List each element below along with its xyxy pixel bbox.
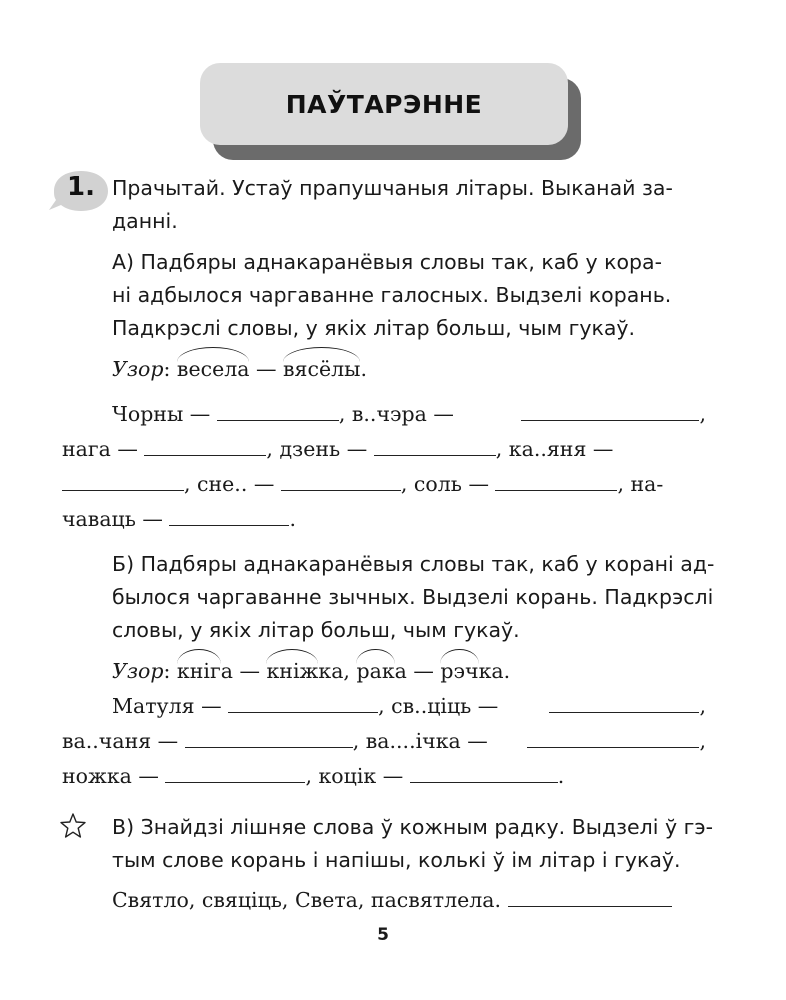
section-a-exercise <box>62 397 706 537</box>
instruction-line: ні адбылося чаргаванне галосных. Выдзелі корань. <box>112 283 672 307</box>
section-c-instruction <box>112 811 712 877</box>
pattern-period: . <box>503 659 511 683</box>
exercise-line <box>62 397 706 432</box>
pattern-word-root: вясёлы <box>283 352 360 387</box>
answer-blank[interactable] <box>521 398 699 421</box>
exercise-word: , дзень — <box>266 437 368 461</box>
exercise-word: нага — <box>62 437 138 461</box>
pattern-word-root: рак <box>356 654 394 689</box>
intro-line: данні. <box>112 209 178 233</box>
pattern-comma: , <box>343 659 357 683</box>
exercise-line <box>62 724 706 759</box>
answer-blank[interactable] <box>169 503 289 526</box>
exercise-word: , св..ціць — <box>378 694 499 718</box>
instruction-line: Б) Падбяры аднакаранёвыя словы так, каб у корані ад- <box>112 552 715 576</box>
exercise-words: Святло, свяціць, Света, пасвятлела. <box>112 888 502 912</box>
answer-blank[interactable] <box>228 690 378 713</box>
exercise-word: Матуля — <box>112 694 222 718</box>
title-box <box>200 63 568 145</box>
exercise-word: , <box>699 694 706 718</box>
answer-blank[interactable] <box>527 725 699 748</box>
exercise-word: ва..чаня — <box>62 729 179 753</box>
pattern-word-ending: ка <box>478 659 504 683</box>
pattern-word-ending: а <box>220 659 233 683</box>
section-a-pattern <box>112 352 367 387</box>
exercise-line <box>62 759 706 794</box>
section-b-pattern <box>112 654 510 689</box>
section-c-exercise <box>112 883 672 918</box>
pattern-label: Узор <box>112 659 164 683</box>
instruction-line: Падкрэслі словы, у якіх літар больш, чым гукаў. <box>112 316 636 340</box>
exercise-word: , <box>699 729 706 753</box>
exercise-word: . <box>557 764 565 788</box>
exercise-word: , сне.. — <box>184 472 275 496</box>
answer-blank[interactable] <box>495 468 617 491</box>
answer-blank[interactable] <box>410 760 558 783</box>
exercise-word: , <box>699 402 706 426</box>
exercise-word: . <box>289 507 296 531</box>
pattern-word-ending: а <box>394 659 407 683</box>
exercise-line <box>62 689 706 724</box>
exercise-word: чаваць — <box>62 507 163 531</box>
page-number: 5 <box>377 925 389 945</box>
pattern-dash: — <box>406 659 441 683</box>
pattern-dash: — <box>249 357 283 381</box>
answer-blank[interactable] <box>185 725 353 748</box>
instruction-line: В) Знайдзі лішняе слова ў кожным радку. Выдзелі ў гэ- <box>112 815 714 839</box>
star-icon <box>58 811 88 841</box>
task-number-badge <box>47 168 107 214</box>
answer-blank[interactable] <box>508 884 672 907</box>
pattern-dash: — <box>232 659 267 683</box>
answer-blank[interactable] <box>374 433 496 456</box>
pattern-word-root: рэч <box>440 654 478 689</box>
answer-blank[interactable] <box>549 690 699 713</box>
exercise-word: , ка..яня — <box>495 437 614 461</box>
pattern-word-root: весела <box>177 352 250 387</box>
exercise-word: , коцік — <box>305 764 404 788</box>
task-number: 1. <box>67 172 95 202</box>
exercise-line <box>62 502 706 537</box>
pattern-colon: : <box>163 357 171 381</box>
exercise-word: ножка — <box>62 764 159 788</box>
pattern-word-root: кніж <box>266 654 318 689</box>
answer-blank[interactable] <box>62 468 184 491</box>
instruction-line: тым слове корань і напішы, колькі ў ім літар і гукаў. <box>112 848 681 872</box>
instruction-line: словы, у якіх літар больш, чым гукаў. <box>112 618 520 642</box>
pattern-word-root: кніг <box>177 654 221 689</box>
intro-line: Прачытай. Устаў прапушчаныя літары. Выканай за- <box>112 176 673 200</box>
exercise-word: , ва....ічка — <box>352 729 488 753</box>
task-intro <box>112 172 698 238</box>
answer-blank[interactable] <box>165 760 305 783</box>
exercise-word: , соль — <box>400 472 489 496</box>
pattern-colon: : <box>163 659 171 683</box>
pattern-period: . <box>360 357 367 381</box>
instruction-line: былося чаргаванне зычных. Выдзелі корань. Падкрэслі <box>112 585 714 609</box>
section-a-instruction <box>112 246 704 345</box>
page-title: ПАЎТАРЭННЕ <box>285 89 483 119</box>
exercise-line <box>62 432 706 467</box>
answer-blank[interactable] <box>281 468 401 491</box>
pattern-label: Узор <box>112 357 164 381</box>
section-b-exercise <box>62 689 706 794</box>
section-b-instruction <box>112 548 715 647</box>
answer-blank[interactable] <box>144 433 266 456</box>
exercise-word: Чорны — <box>112 402 211 426</box>
exercise-word: , на- <box>617 472 664 496</box>
answer-blank[interactable] <box>217 398 339 421</box>
exercise-word: , в..чэра — <box>338 402 454 426</box>
pattern-word-ending: ка <box>318 659 344 683</box>
exercise-line <box>62 467 706 502</box>
instruction-line: А) Падбяры аднакаранёвыя словы так, каб у кора- <box>112 250 662 274</box>
